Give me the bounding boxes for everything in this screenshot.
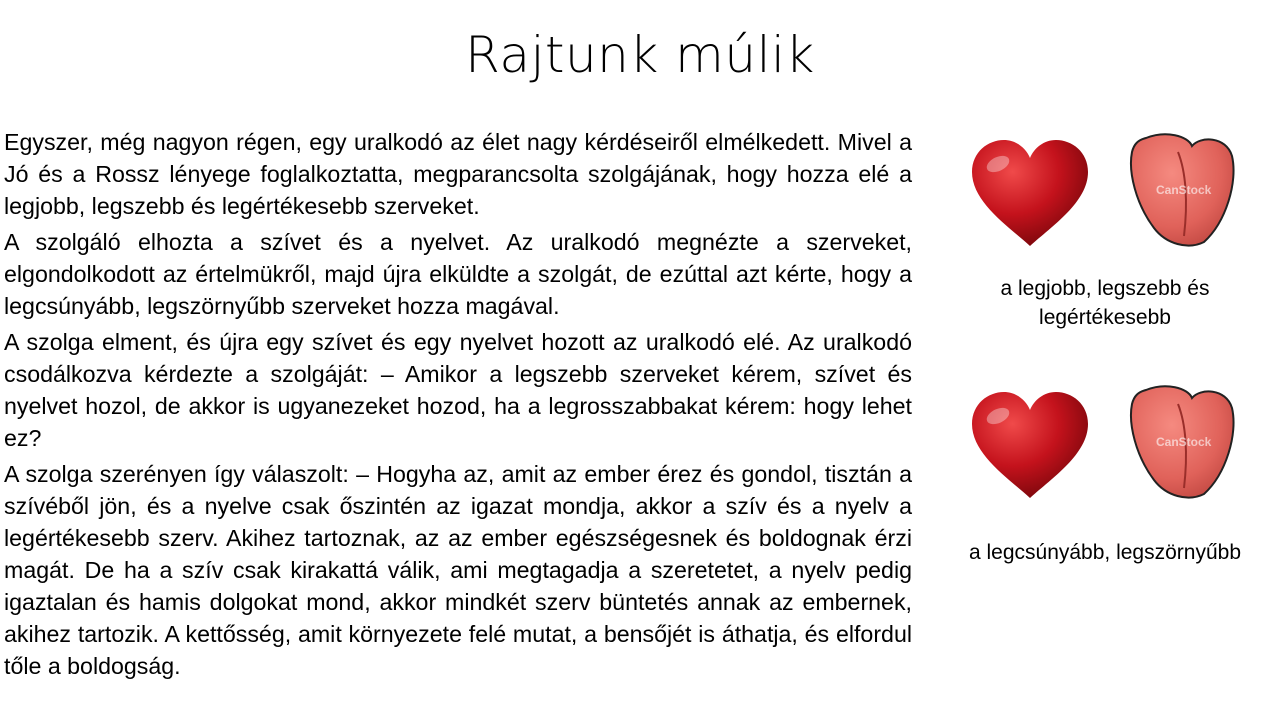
tongue-icon: [1126, 132, 1238, 252]
caption-worst: a legcsúnyább, legszörnyűbb: [968, 541, 1241, 564]
organs-image-best: [968, 132, 1238, 252]
heart-icon: [968, 390, 1092, 506]
tongue-icon: [1126, 384, 1238, 504]
watermark-text: CanStock: [1156, 435, 1212, 449]
story-paragraph: A szolga szerényen így válaszolt: – Hogyha az, amit az ember érez és gondol, tisztán a szívéből jön, és a nyelve csak őszintén az igazat mondja, akkor a szív és a nyelv a legértékesebb szerv. Akihez tartoznak, az az ember egészségesnek és boldognak érzi magát. De ha a szív csak kirakattá válik, ami megtagadja a szeretetet, a nyelv pedig igaztalan és hamis dolgokat mond, akkor mindkét szerv büntetés annak az embernek, akihez tartozik. A kettősség, amit környezete felé mutat, a bensőjét is áthatja, és elfordul tőle a boldogság.: [4, 461, 912, 679]
heart-icon: [968, 138, 1092, 254]
story-paragraph: Egyszer, még nagyon régen, egy uralkodó az élet nagy kérdéseiről elmélkedett. Mivel a Jó és a Rossz lényege foglalkoztatta, megparancsolta szolgájának, hogy hozza elé a legjobb, legszebb és legértékesebb szerveket.: [4, 129, 912, 219]
organs-image-worst: [968, 384, 1238, 504]
story-paragraph: A szolga elment, és újra egy szívet és egy nyelvet hozott az uralkodó elé. Az uralkodó csodálkozva kérdezte a szolgáját: – Amikor a legszebb szerveket kérem, szívet és nyelvet hozol, de akkor is ugyanezeket hozod, ha a legrosszabbakat kérem: hogy lehet ez?: [4, 329, 912, 451]
slide-title: Rajtunk múlik: [465, 26, 815, 84]
watermark-text: CanStock: [1156, 183, 1212, 197]
story-paragraph: A szolgáló elhozta a szívet és a nyelvet. Az uralkodó megnézte a szerveket, elgondolkodott az értelmükről, majd újra elküldte a szolgát, de ezúttal azt kérte, hogy a legcsúnyább, legszörnyűbb szerveket hozza magával.: [4, 229, 912, 319]
story-text: [4, 126, 912, 686]
caption-best: a legjobb, legszebb és legértékesebb: [1000, 277, 1210, 329]
